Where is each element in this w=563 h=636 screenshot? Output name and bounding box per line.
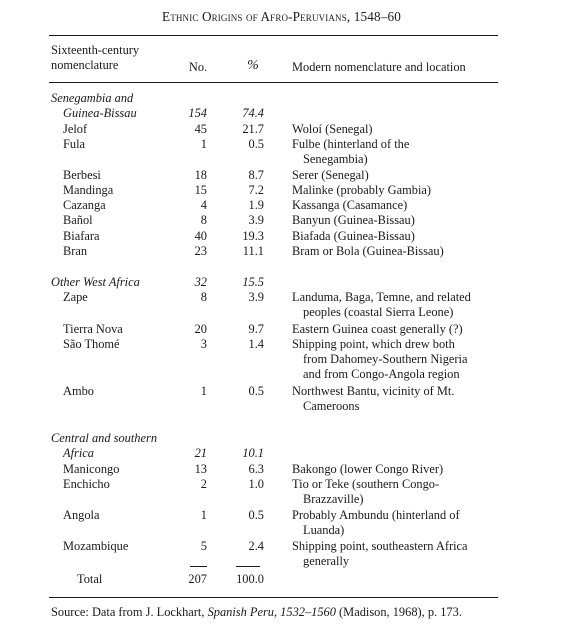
total-label: Total [77,572,103,586]
group-label: Other West Africa [51,275,140,289]
origin-name: Manicongo [63,462,120,476]
group-label: Senegambia and [51,91,134,105]
header-nomenclature [51,43,139,73]
origin-count: 1 [200,384,207,398]
origin-percent: 6.3 [248,462,264,476]
origin-count: 2 [200,477,207,491]
origin-name: Mandinga [63,183,114,197]
origin-percent: 0.5 [248,508,264,522]
top-rule [49,35,498,36]
origin-count: 5 [200,539,207,553]
origin-name: Angola [63,508,100,522]
origin-count: 23 [194,244,207,258]
origin-percent: 21.7 [242,122,264,136]
group-count: 32 [194,275,207,289]
modern-location [292,244,498,259]
header-percent: % [247,58,259,73]
source-note [51,604,501,620]
modern-line: Malinke (probably Gambia) [292,183,432,197]
origin-percent: 2.4 [248,539,264,553]
modern-line: Kassanga (Casamance) [292,198,408,212]
origin-percent: 9.7 [248,322,264,336]
origin-name: São Thomé [63,337,120,351]
origin-name: Fula [63,137,86,151]
bottom-rule [49,597,498,598]
origin-count: 1 [200,508,207,522]
modern-line: Banyun (Guinea-Bissau) [292,213,415,227]
origin-name: Mozambique [63,539,129,553]
origin-name: Zape [63,290,88,304]
group-count: 21 [194,446,207,460]
modern-location [292,137,498,167]
origin-percent: 0.5 [248,137,264,151]
origin-name: Ambo [63,384,94,398]
modern-line: peoples (coastal Sierra Leone) [303,305,454,319]
modern-location [292,213,498,228]
origin-name: Bran [63,244,88,258]
modern-line: Luanda) [303,523,345,537]
sum-rule [190,566,207,567]
modern-location [292,122,498,137]
header-nomenclature-line2: nomenclature [51,58,119,72]
group-percent: 10.1 [242,446,264,460]
origin-count: 3 [200,337,207,351]
origin-count: 40 [194,229,207,243]
group-label: Central and southern [51,431,158,445]
modern-line: Shipping point, which drew both [292,337,455,351]
origin-percent: 8.7 [248,168,264,182]
origin-percent: 19.3 [242,229,264,243]
origin-percent: 3.9 [248,290,264,304]
modern-line: Probably Ambundu (hinterland of [292,508,460,522]
modern-line: Biafada (Guinea-Bissau) [292,229,415,243]
modern-location [292,322,498,337]
origin-count: 15 [194,183,207,197]
origin-count: 45 [194,122,207,136]
group-label: Africa [63,446,94,460]
group-label: Guinea-Bissau [63,106,137,120]
source-book: Spanish Peru, 1532–1560 [207,605,336,619]
modern-line: Bram or Bola (Guinea-Bissau) [292,244,444,258]
modern-location [292,477,498,507]
modern-line: Brazzaville) [303,492,364,506]
origin-name: Cazanga [63,198,106,212]
origin-name: Jelof [63,122,88,136]
origin-percent: 1.9 [248,198,264,212]
group-percent: 15.5 [242,275,264,289]
modern-line: Cameroons [303,399,360,413]
origin-count: 8 [200,290,207,304]
origin-name: Berbesi [63,168,101,182]
modern-line: Fulbe (hinterland of the [292,137,410,151]
origin-name: Bañol [63,213,93,227]
source-suffix: (Madison, 1968), p. 173. [335,605,462,619]
header-nomenclature-line1: Sixteenth-century [51,43,140,57]
origin-percent: 7.2 [248,183,264,197]
header-modern: Modern nomenclature and location [292,60,466,74]
origin-percent: 1.0 [248,477,264,491]
modern-line: Senegambia) [303,152,368,166]
modern-line: Northwest Bantu, vicinity of Mt. [292,384,455,398]
group-count: 154 [188,106,207,120]
modern-location [292,462,498,477]
modern-location [292,384,498,414]
source-prefix: Source: Data from J. Lockhart, [51,605,208,619]
modern-line: from Dahomey-Southern Nigeria [303,352,468,366]
modern-location [292,183,498,198]
modern-line: Landuma, Baga, Temne, and related [292,290,471,304]
modern-line: Woloí (Senegal) [292,122,373,136]
modern-line: generally [303,554,350,568]
modern-location [292,229,498,244]
origin-count: 8 [200,213,207,227]
modern-line: Eastern Guinea coast generally (?) [292,322,463,336]
total-percent: 100.0 [236,572,264,586]
modern-line: Shipping point, southeastern Africa [292,539,468,553]
modern-line: Bakongo (lower Congo River) [292,462,444,476]
group-percent: 74.4 [242,106,264,120]
modern-location [292,198,498,213]
origin-name: Biafara [63,229,100,243]
origin-count: 4 [200,198,207,212]
modern-location [292,539,498,569]
total-count: 207 [188,572,207,586]
modern-location [292,290,498,320]
origin-percent: 3.9 [248,213,264,227]
origin-percent: 1.4 [248,337,264,351]
modern-location [292,337,498,382]
header-rule [49,82,498,83]
origin-percent: 0.5 [248,384,264,398]
origin-name: Tierra Nova [63,322,123,336]
modern-line: and from Congo-Angola region [303,367,460,381]
origin-count: 18 [194,168,207,182]
origin-count: 20 [194,322,207,336]
origin-count: 1 [200,137,207,151]
header-no: No. [188,60,208,74]
origin-percent: 11.1 [242,244,264,258]
origin-count: 13 [194,462,207,476]
modern-line: Tio or Teke (southern Congo- [292,477,440,491]
table-title: Ethnic Origins of Afro-Peruvians, 1548–60 [162,9,401,24]
modern-location [292,168,498,183]
modern-location [292,508,498,538]
modern-line: Serer (Senegal) [292,168,369,182]
origin-name: Enchicho [63,477,110,491]
sum-rule [236,566,260,567]
